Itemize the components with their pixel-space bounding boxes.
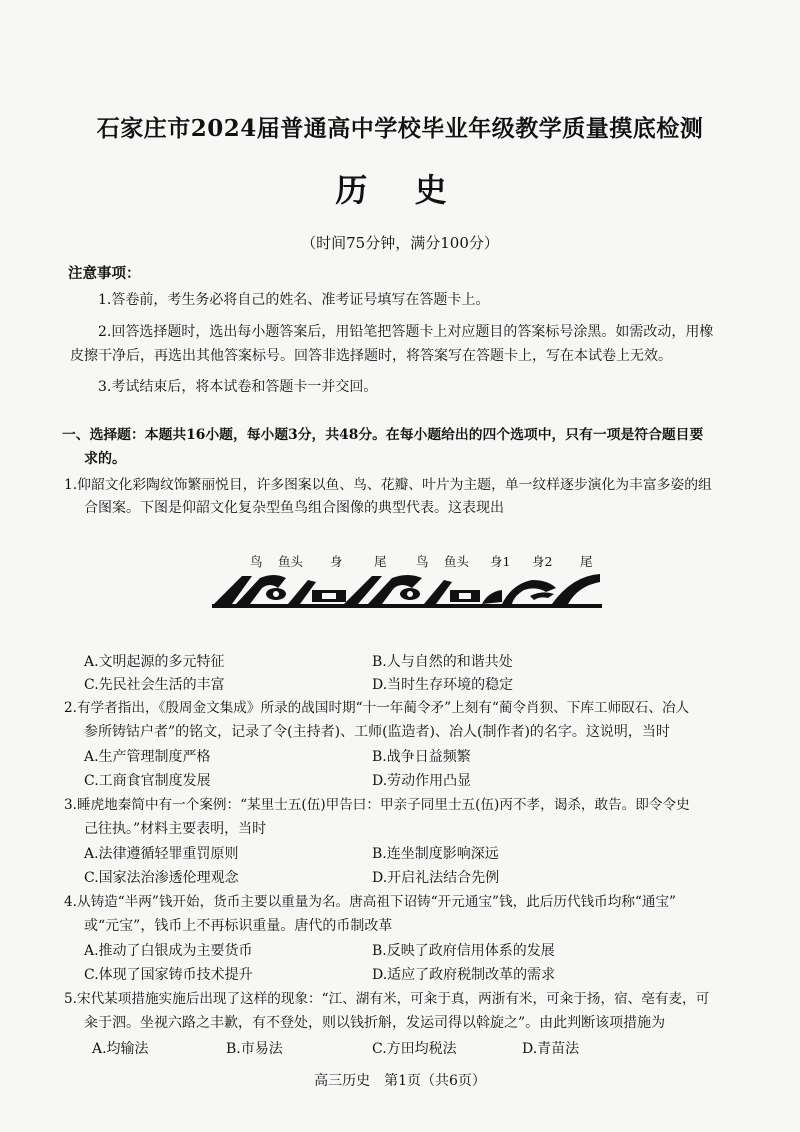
figure-labels bbox=[250, 552, 593, 570]
figure-label: 鱼头 bbox=[278, 554, 304, 569]
section-heading-line-2: 求的。 bbox=[84, 451, 126, 467]
q3-option-c: C.国家法治渗透伦理观念 bbox=[84, 870, 239, 886]
q4-option-d: D.适应了政府税制改革的需求 bbox=[372, 967, 556, 983]
q4-stem-line-2: 或“元宝”，钱币上不再标识重量。唐代的币制改革 bbox=[84, 918, 393, 934]
figure-label: 鸟 bbox=[416, 554, 429, 569]
q1-option-a: A.文明起源的多元特征 bbox=[84, 654, 225, 670]
q1-option-c: C.先民社会生活的丰富 bbox=[84, 677, 225, 693]
q3-option-b: B.连坐制度影响深远 bbox=[372, 846, 499, 862]
q4-option-c: C.体现了国家铸币技术提升 bbox=[84, 967, 253, 983]
subject-title: 历 史 bbox=[335, 171, 465, 209]
q5-option-a: A.均输法 bbox=[92, 1041, 149, 1057]
q2-option-d: D.劳动作用凸显 bbox=[372, 773, 472, 789]
q2-option-b: B.战争日益频繁 bbox=[372, 749, 471, 765]
q5-option-d: D.青苗法 bbox=[522, 1041, 580, 1057]
q3-option-a: A.法律遵循轻罪重罚原则 bbox=[84, 846, 239, 862]
page-footer: 高三历史 第1页（共6页） bbox=[314, 1073, 486, 1089]
fish-bird-pattern-image bbox=[212, 570, 602, 610]
q5-stem-line-1: 5.宋代某项措施实施后出现了这样的现象：“江、湖有米，可籴于真，两浙有米，可籴于扬，宿、亳有麦，可 bbox=[64, 991, 710, 1007]
q5-option-b: B.市易法 bbox=[226, 1041, 283, 1057]
q1-option-d: D.当时生存环境的稳定 bbox=[372, 677, 514, 693]
figure-label: 尾 bbox=[580, 554, 593, 569]
notice-item-3: 3.考试结束后，将本试卷和答题卡一并交回。 bbox=[98, 379, 378, 395]
q2-option-a: A.生产管理制度严格 bbox=[84, 749, 211, 765]
q4-stem-line-1: 4.从铸造“半两”钱开始，货币主要以重量为名。唐高祖下诏铸“开元通宝”钱，此后历代钱币均称“通宝” bbox=[64, 894, 677, 910]
notice-item-2-line-1: 2.回答选择题时，选出每小题答案后，用铅笔把答题卡上对应题目的答案标号涂黑。如需改动，用橡 bbox=[98, 324, 714, 340]
exam-title: 石家庄市2024届普通高中学校毕业年级教学质量摸底检测 bbox=[96, 115, 704, 142]
figure-label: 身 bbox=[330, 554, 343, 569]
q5-option-c: C.方田均税法 bbox=[372, 1041, 457, 1057]
figure-label: 鱼头 bbox=[444, 554, 470, 569]
q2-stem-line-1: 2.有学者指出，《殷周金文集成》所录的战国时期“十一年蔺令矛”上刻有“蔺令肖狈、下库工师臤石、冶人 bbox=[64, 700, 690, 716]
q4-option-a: A.推动了白银成为主要货币 bbox=[84, 943, 253, 959]
figure-label: 尾 bbox=[374, 554, 387, 569]
q2-option-c: C.工商食官制度发展 bbox=[84, 773, 211, 789]
notice-heading: 注意事项： bbox=[68, 265, 141, 282]
section-heading-line-1: 一、选择题：本题共16小题，每小题3分，共48分。在每小题给出的四个选项中，只有一项是符合题目要 bbox=[62, 427, 704, 443]
q4-option-b: B.反映了政府信用体系的发展 bbox=[372, 943, 555, 959]
time-note: （时间75分钟，满分100分） bbox=[301, 234, 499, 252]
q3-stem-line-2: 己往执。”材料主要表明，当时 bbox=[84, 821, 267, 837]
q1-stem-line-1: 1.仰韶文化彩陶纹饰繁丽悦目，许多图案以鱼、鸟、花瓣、叶片为主题，单一纹样逐步演化为丰富多姿的组 bbox=[64, 477, 712, 493]
figure-label: 身2 bbox=[532, 554, 553, 569]
q1-stem-line-2: 合图案。下图是仰韶文化复杂型鱼鸟组合图像的典型代表。这表现出 bbox=[84, 500, 504, 516]
q5-stem-line-2: 籴于泗。坐视六路之丰歉，有不登处，则以钱折斛，发运司得以斡旋之”。由此判断该项措施为 bbox=[84, 1015, 666, 1031]
q2-stem-line-2: 参所铸钴户者”的铭文，记录了令(主持者)、工师(监造者)、冶人(制作者)的名字。这说明，当时 bbox=[84, 724, 670, 740]
q3-stem-line-1: 3.睡虎地秦简中有一个案例：“某里士五(伍)甲告曰：甲亲子同里士五(伍)丙不孝，谒杀，敢告。即令令史 bbox=[64, 797, 690, 813]
figure-label: 身1 bbox=[490, 554, 511, 569]
q1-option-b: B.人与自然的和谐共处 bbox=[372, 654, 513, 670]
notice-item-1: 1.答卷前，考生务必将自己的姓名、准考证号填写在答题卡上。 bbox=[98, 292, 490, 308]
notice-item-2-line-2: 皮擦干净后，再选出其他答案标号。回答非选择题时，将答案写在答题卡上，写在本试卷上无效。 bbox=[70, 348, 672, 364]
q3-option-d: D.开启礼法结合先例 bbox=[372, 870, 500, 886]
figure-label: 鸟 bbox=[250, 554, 263, 569]
